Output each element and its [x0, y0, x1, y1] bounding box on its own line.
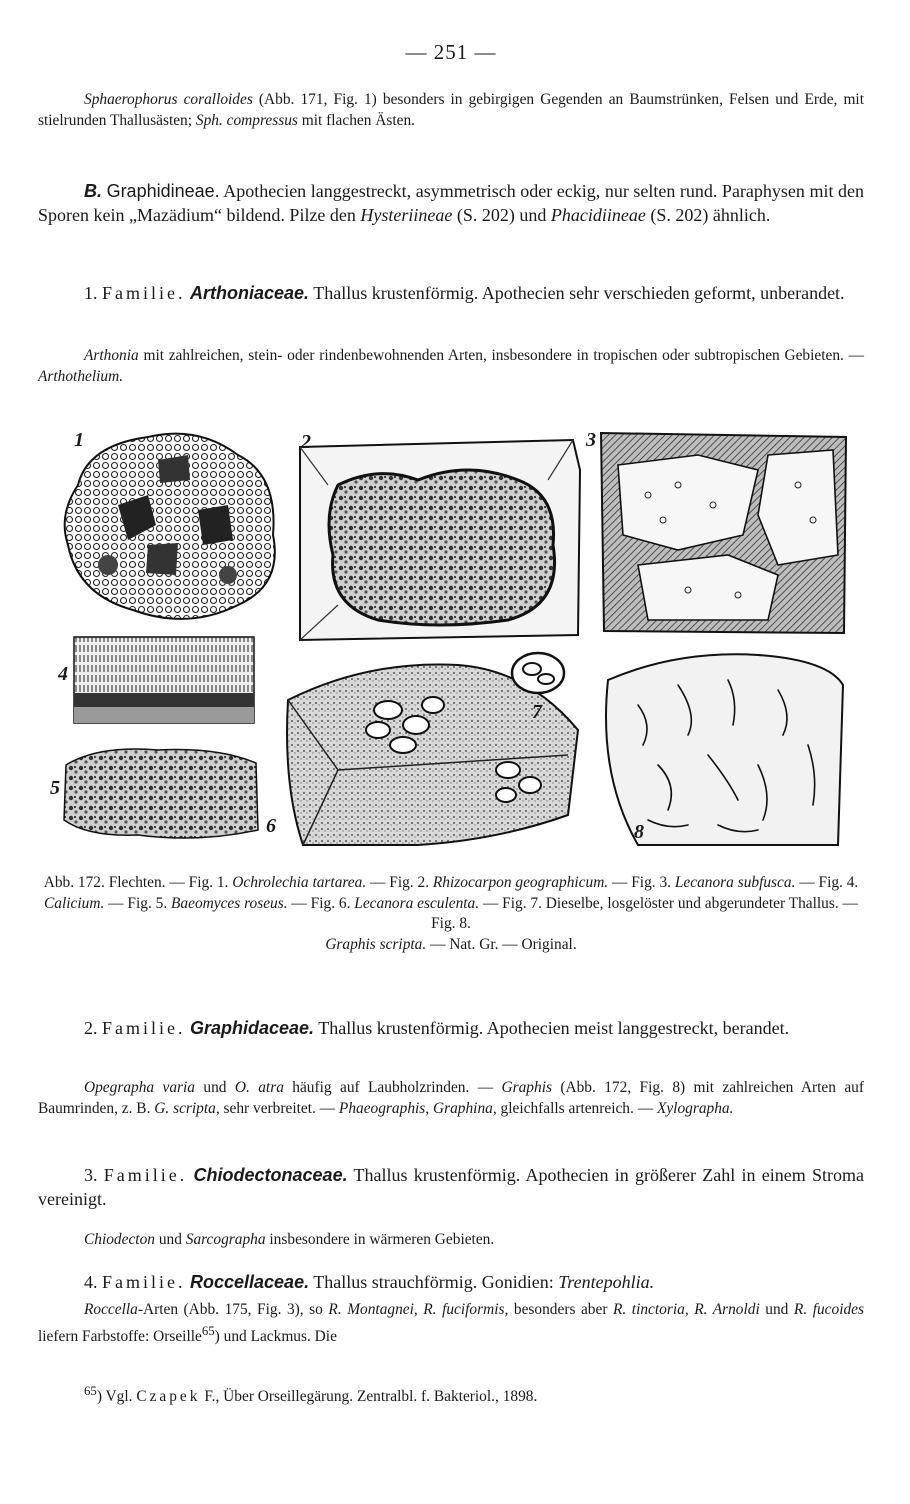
fig-4-calicium — [74, 637, 254, 723]
fig-label-4: 4 — [58, 663, 68, 685]
section-b-paragraph: B. Graphidineae. Apothecien langgestreckt, asymmetrisch oder eckig, nur selten rund. Paraphysen mit den Sporen kein „Mazädium“ bildend. Pilze den Hysteriineae (S. 202) und Phacidiineae (S. 202) ähnlich. — [38, 181, 865, 225]
genus-name: Sphaerophorus coralloides — [84, 91, 253, 108]
fig-2-rhizocarpon — [300, 440, 580, 640]
lichen-figure — [38, 425, 864, 865]
family-name: Roccellaceae. — [190, 1272, 310, 1292]
fig-label-3: 3 — [586, 429, 596, 451]
figure-caption: Abb. 172. Flechten. — Fig. 1. Ochrolechia tartarea. — Fig. 2. Rhizocarpon geographicum. — Fig. 3. Lecanora subfusca. — Fig. 4. Calicium. — Fig. 5. Baeomyces roseus. — Fig. 6. Lecanora esculenta. — Fig. 7. Dieselbe, losgelöster und abgerundeter Thallus. — Fig. 8. Graphis scripta. — Nat. Gr. — Original. — [43, 874, 859, 953]
fig-label-8: 8 — [634, 821, 644, 843]
section-letter: B. — [84, 181, 102, 201]
family-3-paragraph: 3. Familie. Chiodectonaceae. Thallus krustenförmig. Apothecien in größerer Zahl in einem Stroma vereinigt. — [38, 1165, 865, 1209]
page-number: — 251 — — [405, 40, 497, 64]
section-title: Graphidineae. — [106, 181, 220, 201]
fig-8-graphis-scripta — [606, 654, 843, 845]
fig-5-baeomyces — [64, 749, 258, 838]
footnote-ref: 65 — [201, 1323, 215, 1338]
family-4-description: Roccella-Arten (Abb. 175, Fig. 3), so R. Montagnei, R. fuciformis, besonders aber R. tinctoria, R. Arnoldi und R. fucoides liefern Farbstoffe: Orseille$^{65}$) und Lackmus. Die — [38, 1301, 865, 1345]
family-name: Graphidaceae. — [190, 1018, 315, 1038]
lichen-illustration — [38, 425, 864, 865]
family-4-paragraph: 4. Familie. Roccellaceae. Thallus strauchförmig. Gonidien: Trentepohlia. — [84, 1272, 655, 1292]
family-1-paragraph: 1. Familie. Arthoniaceae. Thallus krustenförmig. Apothecien sehr verschieden geformt, unberandet. — [84, 283, 845, 303]
fig-3-lecanora-subfusca — [601, 433, 846, 633]
family-3-description: Chiodecton und Sarcographa insbesondere in wärmeren Gebieten. — [84, 1231, 495, 1248]
fig-label-1: 1 — [74, 429, 84, 451]
fig-7-thallus — [512, 653, 564, 693]
family-2-paragraph: 2. Familie. Graphidaceae. Thallus krustenförmig. Apothecien meist langgestreckt, berandet. — [84, 1018, 790, 1038]
family-2-description: Opegrapha varia und O. atra häufig auf Laubholzrinden. — Graphis (Abb. 172, Fig. 8) mit zahlreichen Arten auf Baumrinden, z. B. G. scripta, sehr verbreitet. — Phaeographis, Graphina, gleichfalls artenreich. — Xylographa. — [38, 1079, 864, 1117]
fig-label-6: 6 — [266, 815, 276, 837]
family-1-description: Arthonia mit zahlreichen, stein- oder rindenbewohnenden Arten, insbesondere in tropischen oder subtropischen Gebieten. — Arthothelium. — [38, 347, 864, 385]
fig-1-ochrolechia — [65, 434, 275, 619]
fig-label-5: 5 — [50, 777, 60, 799]
family-name: Chiodectonaceae. — [193, 1165, 348, 1185]
fig-label-7: 7 — [532, 701, 542, 723]
footnote: $^{65}$) Vgl. Czapek F., Über Orseillegärung. Zentralbl. f. Bakteriol., 1898. — [84, 1384, 538, 1406]
fig-label-2: 2 — [301, 431, 311, 453]
family-name: Arthoniaceae. — [190, 283, 310, 303]
footnote-mark: 65 — [84, 1384, 97, 1398]
intro-paragraph: Sphaerophorus coralloides (Abb. 171, Fig. 1) besonders in gebirgigen Gegenden an Baumstrünken, Felsen und Erde, mit stielrunden Thallusästen; Sph. compressus mit flachen Ästen. — [38, 91, 864, 129]
